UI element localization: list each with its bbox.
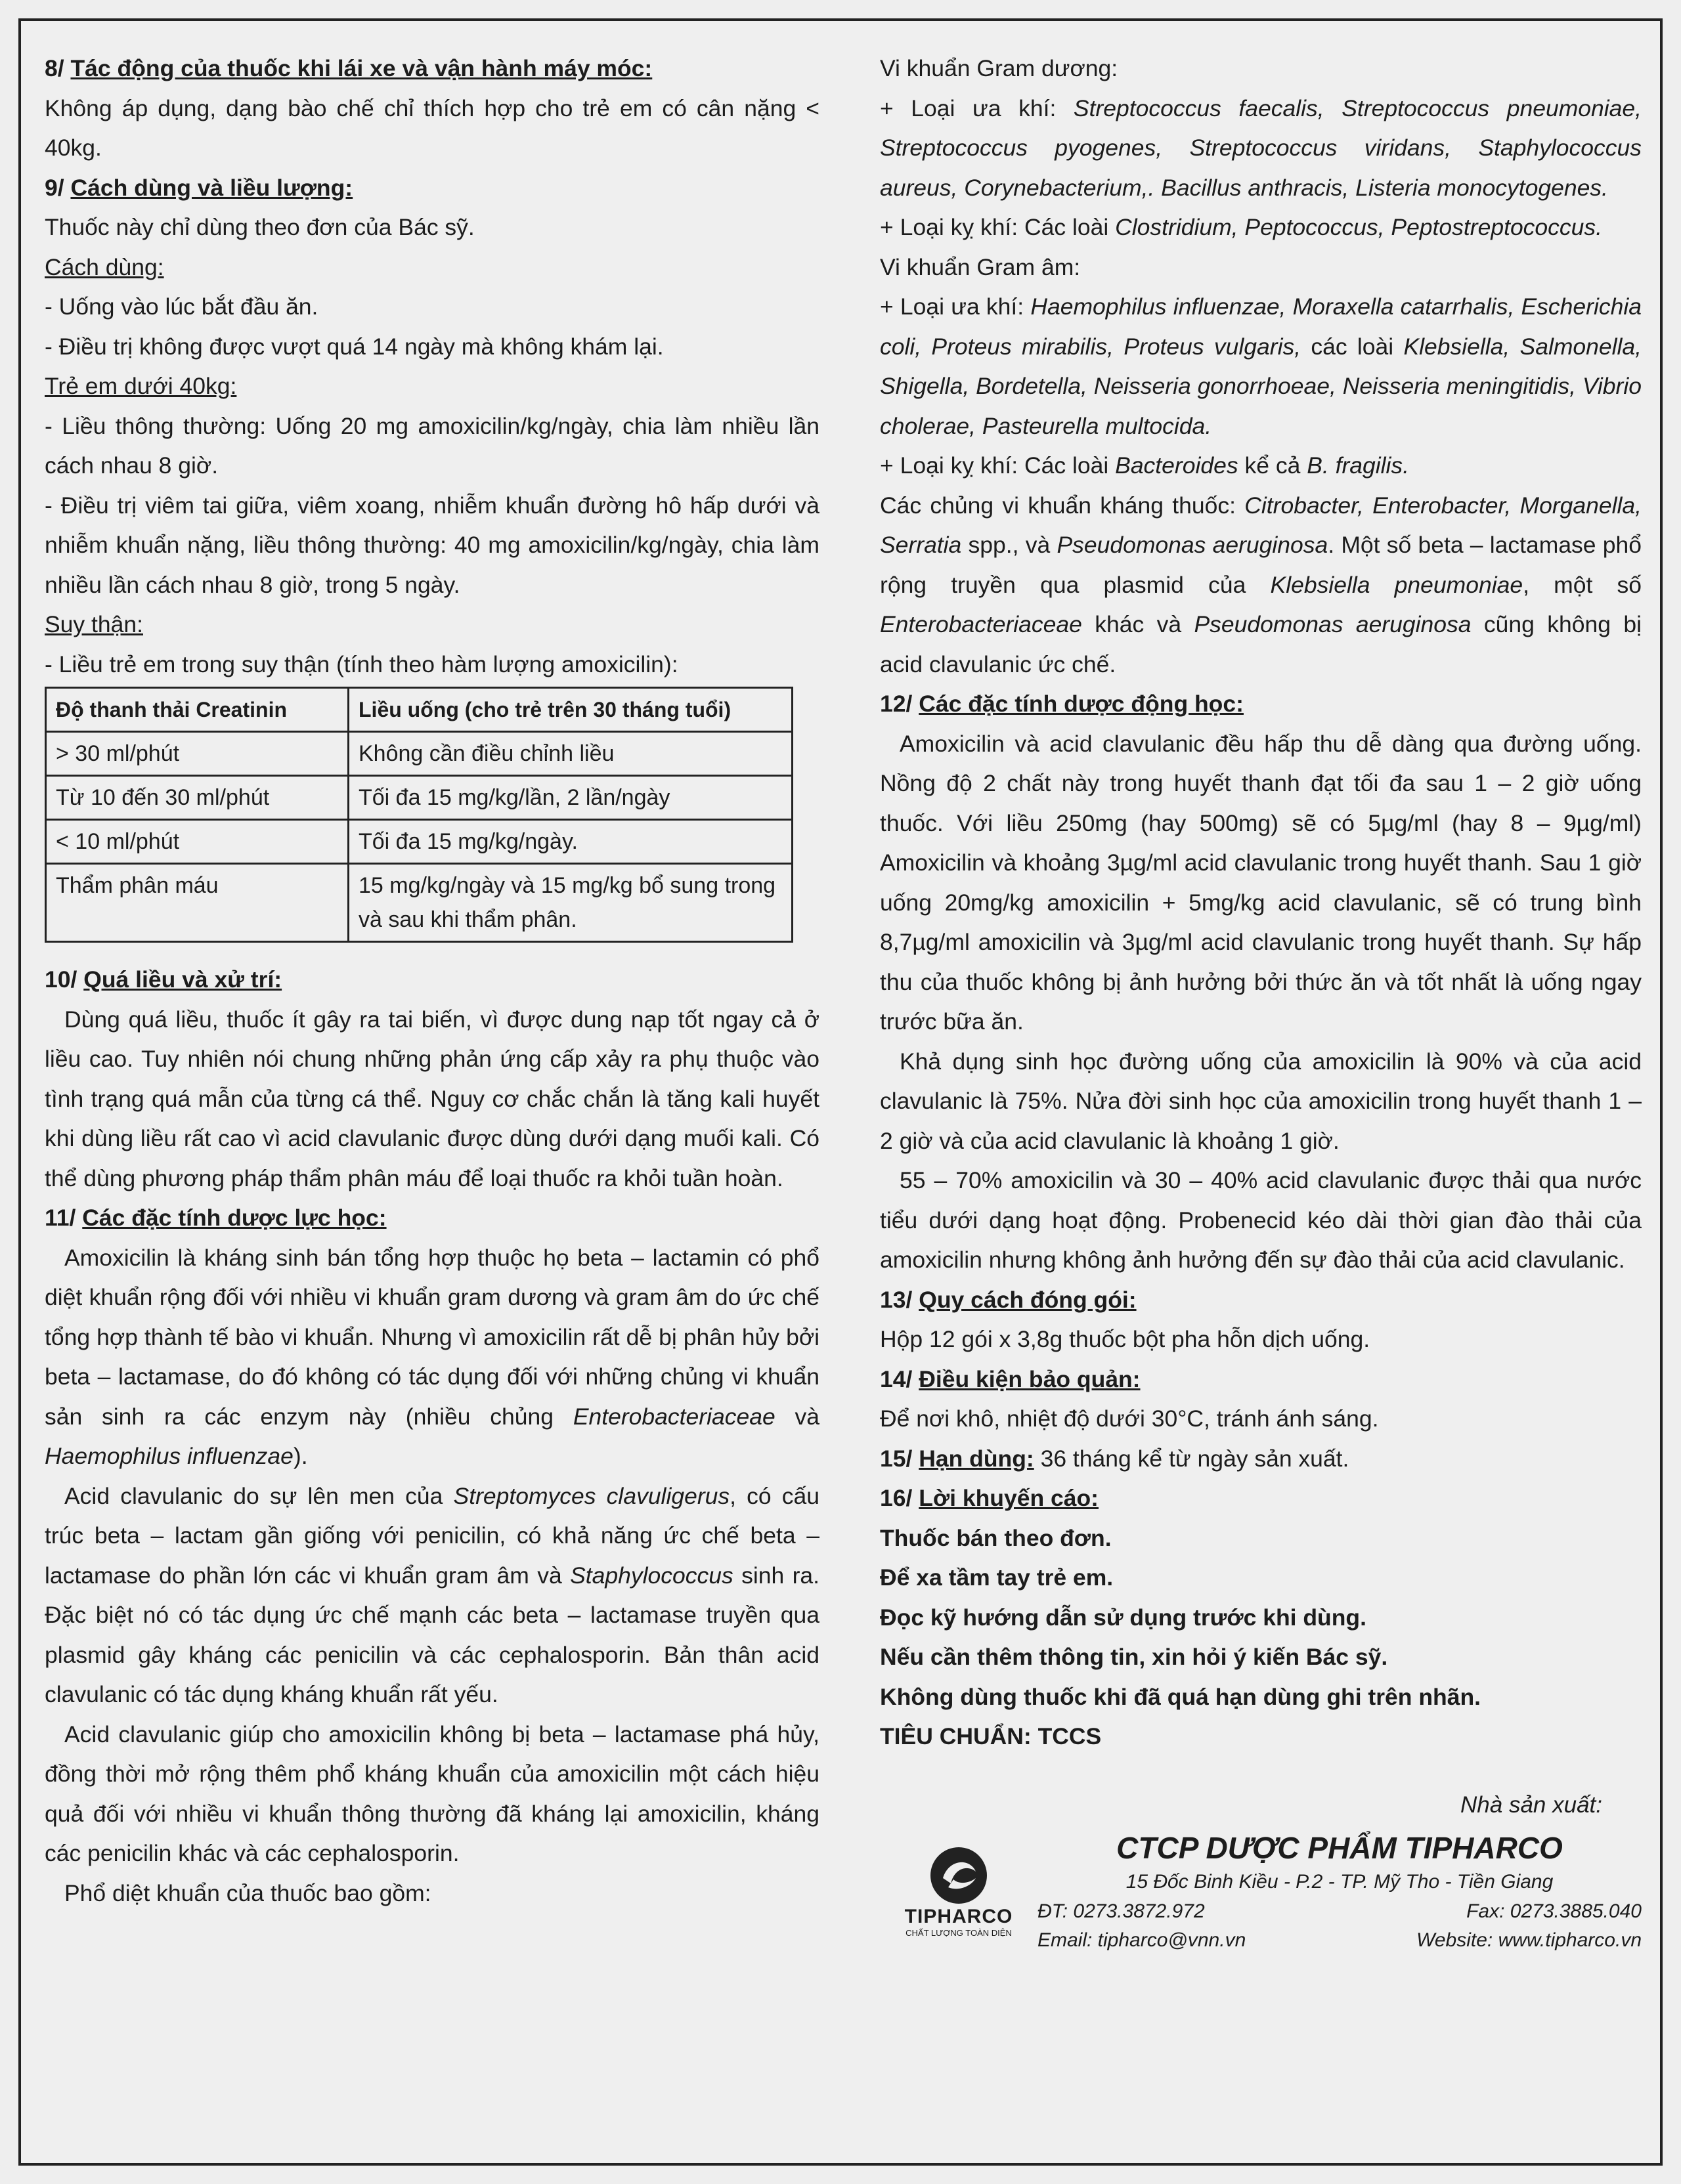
- section-10-text: Dùng quá liều, thuốc ít gây ra tai biến, vì được dung nạp tốt ngay cả ở liều cao. Tuy nhiên nói chung những phản ứng cấp xảy ra phụ thuộc vào tình trạng quá mẫn của từng cá thể. Nguy cơ chắc chắn là tăng kali huyết khi dùng liều rất cao vì acid clavulanic được dùng dưới dạng muối kali. Có thể dùng phương pháp thẩm phân máu để loại thuốc ra khỏi tuần hoàn.: [45, 1006, 819, 1191]
- section-16-heading: 16/ Lời khuyến cáo:: [880, 1485, 1099, 1511]
- advice-line: Thuốc bán theo đơn.: [880, 1524, 1112, 1551]
- tipharco-logo: [880, 1845, 1037, 1938]
- logo-wordmark: TIPHARCO: [904, 1906, 1013, 1927]
- advice-line: Đọc kỹ hướng dẫn sử dụng trước khi dùng.: [880, 1604, 1366, 1631]
- company-fax: Fax: 0273.3885.040: [1466, 1900, 1642, 1922]
- table-header-cell: Độ thanh thải Creatinin: [46, 688, 349, 732]
- section-8-heading: 8/ Tác động của thuốc khi lái xe và vận hành máy móc:: [45, 55, 653, 81]
- section-13-heading: 13/ Quy cách đóng gói:: [880, 1286, 1137, 1313]
- section-12-paragraph-1: Amoxicilin và acid clavulanic đều hấp thu dễ dàng qua đường uống. Nồng độ 2 chất này trong huyết thanh đạt tối đa sau 1 – 2 giờ uống thuốc. Với liều 250mg (hay 500mg) sẽ có 5µg/ml (hay 8 – 9µg/ml) Amoxicilin và khoảng 3µg/ml acid clavulanic trong huyết thanh. Sau 1 giờ uống 20mg/kg amoxicilin + 5mg/kg acid clavulanic, sẽ có trung bình 8,7µg/ml amoxicilin và 3µg/ml acid clavulanic trong huyết thanh. Sự hấp thu của thuốc không bị ảnh hưởng bởi thức ăn và tốt nhất là uống ngay trước bữa ăn.: [880, 730, 1642, 1035]
- table-cell: > 30 ml/phút: [46, 732, 349, 776]
- table-cell: Không cần điều chỉnh liều: [349, 732, 793, 776]
- table-row: [46, 776, 793, 820]
- table-row: [46, 732, 793, 776]
- company-email: Email: tipharco@vnn.vn: [1037, 1929, 1246, 1951]
- company-address: 15 Đốc Binh Kiều - P.2 - TP. Mỹ Tho - Tiền Giang: [1125, 1871, 1554, 1893]
- table-cell: Tối đa 15 mg/kg/lần, 2 lần/ngày: [349, 776, 793, 820]
- company-website: Website: www.tipharco.vn: [1416, 1929, 1642, 1951]
- child-dose-line-1: - Liều thông thường: Uống 20 mg amoxicilin/kg/ngày, chia làm nhiều lần cách nhau 8 giờ.: [45, 412, 819, 479]
- usage-line-2: - Điều trị không được vượt quá 14 ngày mà không khám lại.: [45, 333, 664, 360]
- section-9-intro: Thuốc này chỉ dùng theo đơn của Bác sỹ.: [45, 214, 475, 240]
- section-14-text: Để nơi khô, nhiệt độ dưới 30°C, tránh ánh sáng.: [880, 1405, 1379, 1432]
- table-cell: < 10 ml/phút: [46, 820, 349, 864]
- section-8-text: Không áp dụng, dạng bào chế chỉ thích hợp cho trẻ em có cân nặng < 40kg.: [45, 95, 819, 161]
- section-12-heading: 12/ Các đặc tính dược động học:: [880, 691, 1244, 717]
- gram-positive-anaerobic: + Loại kỵ khí: Các loài Clostridium, Peptococcus, Peptostreptococcus.: [880, 214, 1603, 240]
- renal-label: Suy thận:: [45, 611, 143, 637]
- gram-negative-label: Vi khuẩn Gram âm:: [880, 253, 1081, 280]
- child-dose-line-2: - Điều trị viêm tai giữa, viêm xoang, nhiễm khuẩn đường hô hấp dưới và nhiễm khuẩn nặng, liều thông thường: 40 mg amoxicilin/kg/ngày, chia làm nhiều lần cách nhau 8 giờ, trong 5 ngày.: [45, 492, 819, 598]
- logo-tagline: CHẤT LƯỢNG TOÀN DIỆN: [906, 1928, 1012, 1938]
- manufacturer-label: Nhà sản xuất:: [1460, 1791, 1602, 1818]
- table-header-row: [46, 688, 793, 732]
- section-13-text: Hộp 12 gói x 3,8g thuốc bột pha hỗn dịch uống.: [880, 1326, 1370, 1352]
- table-cell: 15 mg/kg/ngày và 15 mg/kg bổ sung trong và sau khi thẩm phân.: [349, 864, 793, 942]
- company-logo-icon: [928, 1845, 989, 1906]
- gram-positive-aerobic: + Loại ưa khí: Streptococcus faecalis, Streptococcus pneumoniae, Streptococcus pyogenes, Streptococcus viridans, Staphylococcus aureus, Corynebacterium,. Bacillus anthracis, Listeria monocytogenes.: [880, 95, 1642, 201]
- section-11-paragraph-3: Acid clavulanic giúp cho amoxicilin không bị beta – lactamase phá hủy, đồng thời mở rộng thêm phổ kháng khuẩn của amoxicilin một cách hiệu quả đối với nhiều vi khuẩn thông thường đã kháng lại amoxicilin, kháng các penicilin khác và các cephalosporin.: [45, 1721, 819, 1866]
- section-12-paragraph-2: Khả dụng sinh học đường uống của amoxicilin là 90% và của acid clavulanic là 75%. Nửa đời sinh học của amoxicilin trong huyết thanh 1 – 2 giờ và của acid clavulanic là khoảng 1 giờ.: [880, 1048, 1642, 1154]
- section-10-heading: 10/ Quá liều và xử trí:: [45, 966, 282, 993]
- renal-text: - Liều trẻ em trong suy thận (tính theo hàm lượng amoxicilin):: [45, 651, 678, 677]
- advice-line: Nếu cần thêm thông tin, xin hỏi ý kiến Bác sỹ.: [880, 1644, 1388, 1670]
- child-dose-label: Trẻ em dưới 40kg:: [45, 373, 237, 399]
- left-column: [45, 49, 819, 1913]
- section-14-heading: 14/ Điều kiện bảo quản:: [880, 1365, 1141, 1392]
- gram-negative-anaerobic: + Loại kỵ khí: Các loài Bacteroides kể cả B. fragilis.: [880, 452, 1410, 479]
- gram-negative-aerobic: + Loại ưa khí: Haemophilus influenzae, Moraxella catarrhalis, Escherichia coli, Proteus mirabilis, Proteus vulgaris, các loài Klebsiella, Salmonella, Shigella, Bordetella, Neisseria gonorrhoeae, Neisseria meningitidis, Vibrio cholerae, Pasteurella multocida.: [880, 293, 1642, 439]
- section-15: 15/ Hạn dùng: 36 tháng kể từ ngày sản xuất.: [880, 1445, 1349, 1472]
- section-11-paragraph-2: Acid clavulanic do sự lên men của Streptomyces clavuligerus, có cấu trúc beta – lactam gần giống với penicilin, có khả năng ức chế beta – lactamase do phần lớn các vi khuẩn gram âm và Staphylococcus sinh ra. Đặc biệt nó có tác dụng ức chế mạnh các beta – lactamase truyền qua plasmid gây kháng các penicilin và các cephalosporin. Bản thân acid clavulanic có tác dụng kháng khuẩn rất yếu.: [45, 1482, 819, 1707]
- usage-label: Cách dùng:: [45, 253, 164, 280]
- section-11-paragraph-1: Amoxicilin là kháng sinh bán tổng hợp thuộc họ beta – lactamin có phổ diệt khuẩn rộng đối với nhiều vi khuẩn gram dương và gram âm do ức chế tổng hợp thành tế bào vi khuẩn. Nhưng vì amoxicilin rất dễ bị phân hủy bởi beta – lactamase, do đó không có tác dụng đối với những chủng vi khuẩn sản sinh ra các enzym này (nhiều chủng Enterobacteriaceae và Haemophilus influenzae).: [45, 1244, 820, 1469]
- company-name: CTCP DƯỢC PHẨM TIPHARCO: [1116, 1831, 1563, 1865]
- section-9-heading: 9/ Cách dùng và liều lượng:: [45, 174, 353, 201]
- leaflet-page: [18, 18, 1663, 2166]
- renal-dose-table: [45, 687, 793, 943]
- advice-line: Để xa tầm tay trẻ em.: [880, 1564, 1114, 1591]
- gram-positive-label: Vi khuẩn Gram dương:: [880, 55, 1118, 81]
- section-11-paragraph-4: Phổ diệt khuẩn của thuốc bao gồm:: [64, 1879, 431, 1906]
- standard-label: TIÊU CHUẨN: TCCS: [880, 1723, 1102, 1749]
- company-phone: ĐT: 0273.3872.972: [1037, 1900, 1205, 1922]
- usage-line-1: - Uống vào lúc bắt đầu ăn.: [45, 293, 318, 320]
- table-cell: Thẩm phân máu: [46, 864, 349, 942]
- manufacturer-block: [880, 1786, 1642, 1956]
- section-11-heading: 11/ Các đặc tính dược lực học:: [45, 1205, 387, 1231]
- right-column: [880, 49, 1642, 1955]
- section-12-paragraph-3: 55 – 70% amoxicilin và 30 – 40% acid clavulanic được thải qua nước tiểu dưới dạng hoạt động. Probenecid kéo dài thời gian đào thải của amoxicilin nhưng không ảnh hưởng đến sự đào thải của acid clavulanic.: [880, 1167, 1642, 1273]
- table-cell: Từ 10 đến 30 ml/phút: [46, 776, 349, 820]
- table-header-cell: Liều uống (cho trẻ trên 30 tháng tuổi): [349, 688, 793, 732]
- table-row: [46, 864, 793, 942]
- table-row: [46, 820, 793, 864]
- resistant-strains: Các chủng vi khuẩn kháng thuốc: Citrobacter, Enterobacter, Morganella, Serratia spp., và Pseudomonas aeruginosa. Một số beta – lactamase phổ rộng truyền qua plasmid của Klebsiella pneumoniae, một số Enterobacteriaceae khác và Pseudomonas aeruginosa cũng không bị acid clavulanic ức chế.: [880, 492, 1642, 677]
- advice-line: Không dùng thuốc khi đã quá hạn dùng ghi trên nhãn.: [880, 1683, 1481, 1710]
- table-cell: Tối đa 15 mg/kg/ngày.: [349, 820, 793, 864]
